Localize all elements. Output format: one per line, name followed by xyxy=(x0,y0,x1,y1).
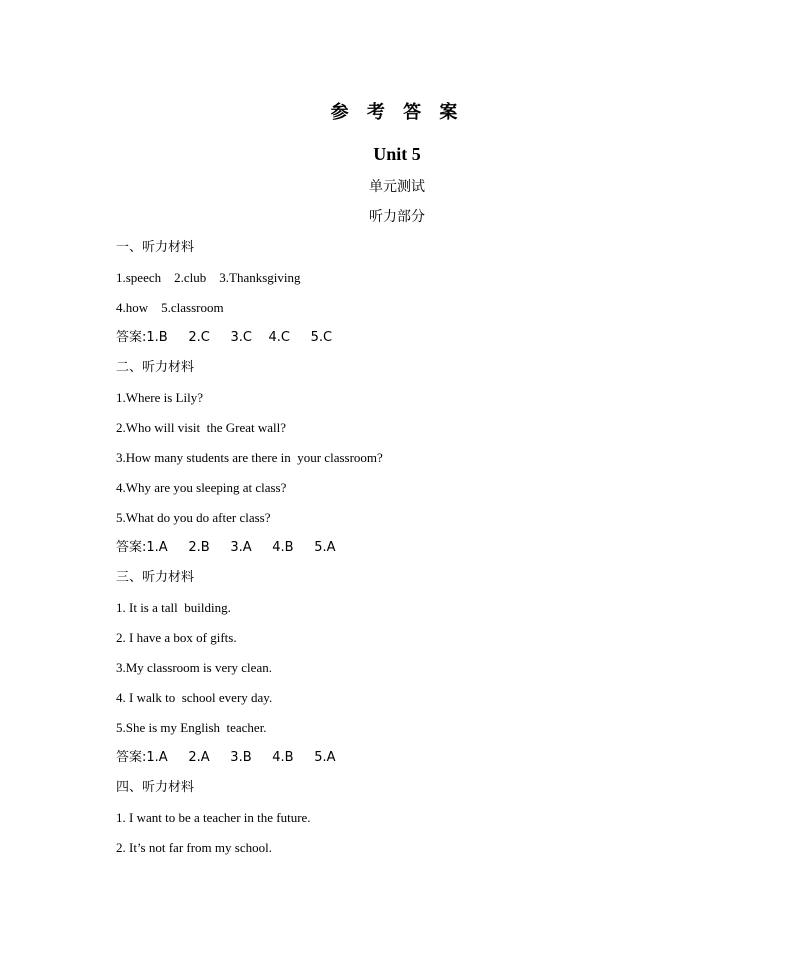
answer-line: 1. I want to be a teacher in the future. xyxy=(116,810,311,825)
answer-key-line: 答案:1.B 2.C 3.C 4.C 5.C xyxy=(116,330,333,345)
answer-line: 2. It’s not far from my school. xyxy=(116,840,272,855)
section-subtitle: 单元测试 xyxy=(369,179,425,195)
answer-content xyxy=(116,237,736,867)
answer-line: 1.Where is Lily? xyxy=(116,390,203,405)
answer-line: 4.Why are you sleeping at class? xyxy=(116,480,287,495)
answer-line: 1.speech 2.club 3.Thanksgiving xyxy=(116,270,301,285)
answer-line: 2. I have a box of gifts. xyxy=(116,630,237,645)
page-title: 参 考 答 案 xyxy=(330,102,464,123)
answer-line: 5.She is my English teacher. xyxy=(116,720,267,735)
section-subtitle-listening: 听力部分 xyxy=(369,209,425,225)
answer-line: 2.Who will visit the Great wall? xyxy=(116,420,287,435)
answer-key-line: 答案:1.A 2.B 3.A 4.B 5.A xyxy=(116,540,336,555)
section-heading-4: 四、听力材料 xyxy=(116,780,195,795)
answer-line: 4. I walk to school every day. xyxy=(116,690,273,705)
section-heading-2: 二、听力材料 xyxy=(116,360,195,375)
section-heading-1: 一、听力材料 xyxy=(116,240,195,255)
answer-line: 4.how 5.classroom xyxy=(116,300,224,315)
answer-line: 1. It is a tall building. xyxy=(116,600,231,615)
answer-key-line: 答案:1.A 2.A 3.B 4.B 5.A xyxy=(116,750,336,765)
answer-line: 3.How many students are there in your classroom? xyxy=(116,450,383,465)
unit-title: Unit 5 xyxy=(373,144,421,164)
answer-line: 3.My classroom is very clean. xyxy=(116,660,272,675)
answer-line: 5.What do you do after class? xyxy=(116,510,271,525)
section-heading-3: 三、听力材料 xyxy=(116,570,195,585)
